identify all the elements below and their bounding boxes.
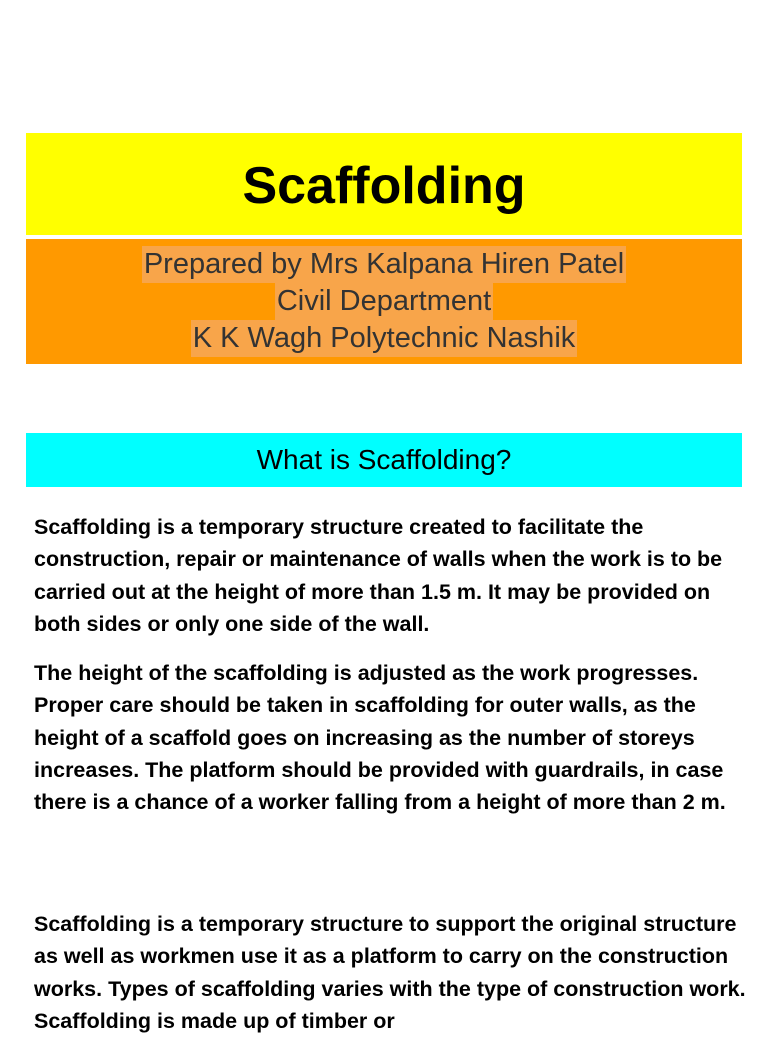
section-heading: What is Scaffolding? bbox=[256, 444, 512, 475]
body-paragraph-3: Scaffolding is a temporary structure to support the original structure as well as workmen use it as a platform to carry on the construction works. Types of scaffolding varies with the type of construction work. Scaffolding is made up of timber or bbox=[34, 912, 746, 1033]
body-paragraph-2: The height of the scaffolding is adjusted as the work progresses. Proper care should be taken in scaffolding for outer walls, as the height of a scaffold goes on increasing as the number of storeys increases. The platform should be provided with guardrails, in case there is a chance of a worker falling from a height of more than 2 m. bbox=[34, 661, 726, 815]
department-line: Civil Department bbox=[275, 283, 493, 320]
page-title: Scaffolding bbox=[242, 157, 526, 215]
subtitle-band bbox=[26, 239, 742, 364]
title-band bbox=[26, 133, 742, 235]
body-paragraph-1: Scaffolding is a temporary structure created to facilitate the construction, repair or maintenance of walls when the work is to be carried out at the height of more than 1.5 m. It may be provided on both sides or only one side of the wall. bbox=[34, 515, 723, 636]
section-heading-band bbox=[26, 433, 742, 487]
institution-line: K K Wagh Polytechnic Nashik bbox=[191, 320, 578, 357]
author-line: Prepared by Mrs Kalpana Hiren Patel bbox=[142, 246, 626, 283]
